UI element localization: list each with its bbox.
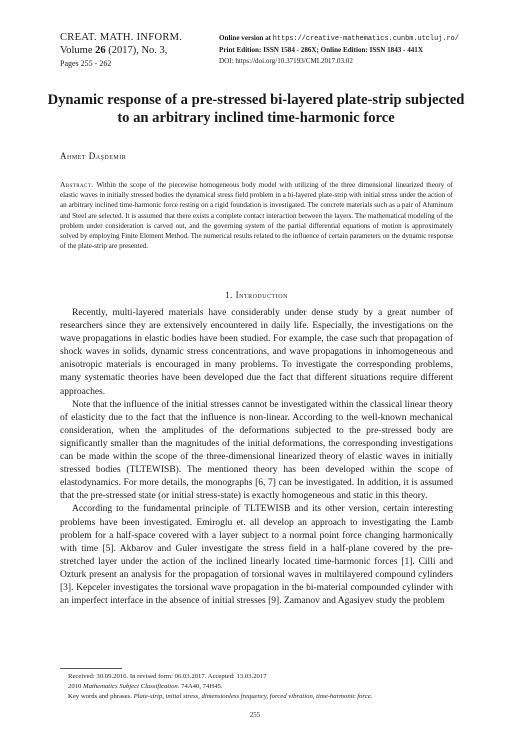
issn-line: Print Edition: ISSN 1584 - 286X; Online Edition: ISSN 1843 - 441X bbox=[219, 46, 423, 54]
page-range: Pages 255 - 262 bbox=[60, 59, 112, 68]
keywords: Key words and phrases. Plate-strip, initial stress, dimensionless frequency, forced vibration, time-harmonic force. bbox=[68, 692, 373, 700]
publication-info bbox=[219, 33, 489, 67]
footnotes bbox=[60, 672, 470, 701]
online-url[interactable]: https://creative-mathematics.cunbm.utcluj.ro/ bbox=[272, 35, 459, 43]
doi-line[interactable]: DOI: https://doi.org/10.37193/CMI.2017.03.02 bbox=[219, 57, 353, 65]
volume-suffix: (2017), No. 3, bbox=[105, 45, 168, 56]
author-name: Ahmet Daşdemir bbox=[60, 151, 127, 161]
journal-header bbox=[60, 31, 220, 70]
footnote-divider bbox=[60, 668, 122, 669]
abstract-label: Abstract. bbox=[60, 180, 94, 189]
journal-name: CREAT. MATH. INFORM. bbox=[60, 32, 183, 43]
abstract bbox=[60, 180, 453, 251]
paragraph: Recently, multi-layered materials have considerably under dense study by a great number of researchers since they are extensively encountered in daily life. Especially, the investigations on the wave propagations in elastic bodies have been studied. For example, the case such that propagation of shock waves in solids, dynamic stress concentrations, and wave propagations in inhomogeneous and anisotropic materials is encouraged in many problems. To investigate the corresponding problems, many systematic theories have been developed due the fact that different situations require different approaches. bbox=[60, 308, 453, 397]
online-prefix: Online version at bbox=[219, 34, 273, 42]
online-version bbox=[219, 33, 489, 45]
page-number: 255 bbox=[249, 712, 261, 719]
volume-info bbox=[60, 44, 220, 57]
paragraph: Note that the influence of the initial stresses cannot be investigated within the classical linear theory of elasticity due to the fact that the influence is non-linear. According to the well-known mechanical consideration, when the amplitudes of the deformations subjected to the pre-stressed body are significantly smaller than the magnitudes of the initial deformations, the corresponding investigations can be made within the scope of the three-dimensional linearized theory of elastic waves in initially stressed bodies (TLTEWISB). The mentioned theory has been developed within the scope of elastodynamics. For more details, the monographs [6, 7] can be investigated. In addition, it is assumed that the pre-stressed state (or initial stress-state) is exactly homogeneous and static in this theory. bbox=[60, 399, 453, 502]
msc-classification: 2010 Mathematics Subject Classification. 74A40, 74H45. bbox=[68, 682, 223, 690]
body-text bbox=[60, 307, 453, 608]
abstract-text: Within the scope of the piecewise homogeneous body model with utilizing of the three dimensional linearized theory of elastic waves in initially stressed bodies the dynamical stress field problem in a bi-layered plate-strip with initial stress under the action of an arbitrary inclined time-harmonic force resting on a rigid foundation is investigated. The concrete materials such as a pair of Aluminum and Steel are selected. It is assumed that there exists a complete contact interaction between the layers. The mathematical modeling of the problem under consideration is carved out, and the governing system of the partial differential equations of motion is approximately solved by employing Finite Element Method. The numerical results related to the influence of certain parameters on the dynamic response of the plate-strip are presented. bbox=[60, 181, 453, 251]
volume-prefix: Volume bbox=[60, 45, 96, 56]
paper-title: Dynamic response of a pre-stressed bi-layered plate-strip subjected to an arbitrary inclined time-harmonic force bbox=[47, 92, 465, 126]
received-dates: Received: 30.09.2016. In revised form: 06.03.2017. Accepted: 13.03.2017 bbox=[68, 673, 267, 680]
paragraph: According to the fundamental principle of TLTEWISB and its other version, certain interesting problems have been investigated. Emiroglu et. all develop an approach to investigating the Lamb problem for a half-space covered with a layer subject to a normal point force changing harmonically with time [5]. Akbarov and Guler investigate the stress field in a half-plane covered by the pre-stretched layer under the action of the inclined linearly located time-harmonic forces [1]. Cilli and Ozturk present an analysis for the propagation of torsional waves in multilayered compound cylinders [3]. Kepceler investigates the torsional wave propagation in the bi-material compounded cylinder with an imperfect interface in the absence of initial stresses [9]. Zamanov and Agasiyev study the problem bbox=[60, 504, 453, 607]
volume-number: 26 bbox=[95, 45, 106, 56]
section-heading: 1. Introduction bbox=[225, 290, 288, 300]
